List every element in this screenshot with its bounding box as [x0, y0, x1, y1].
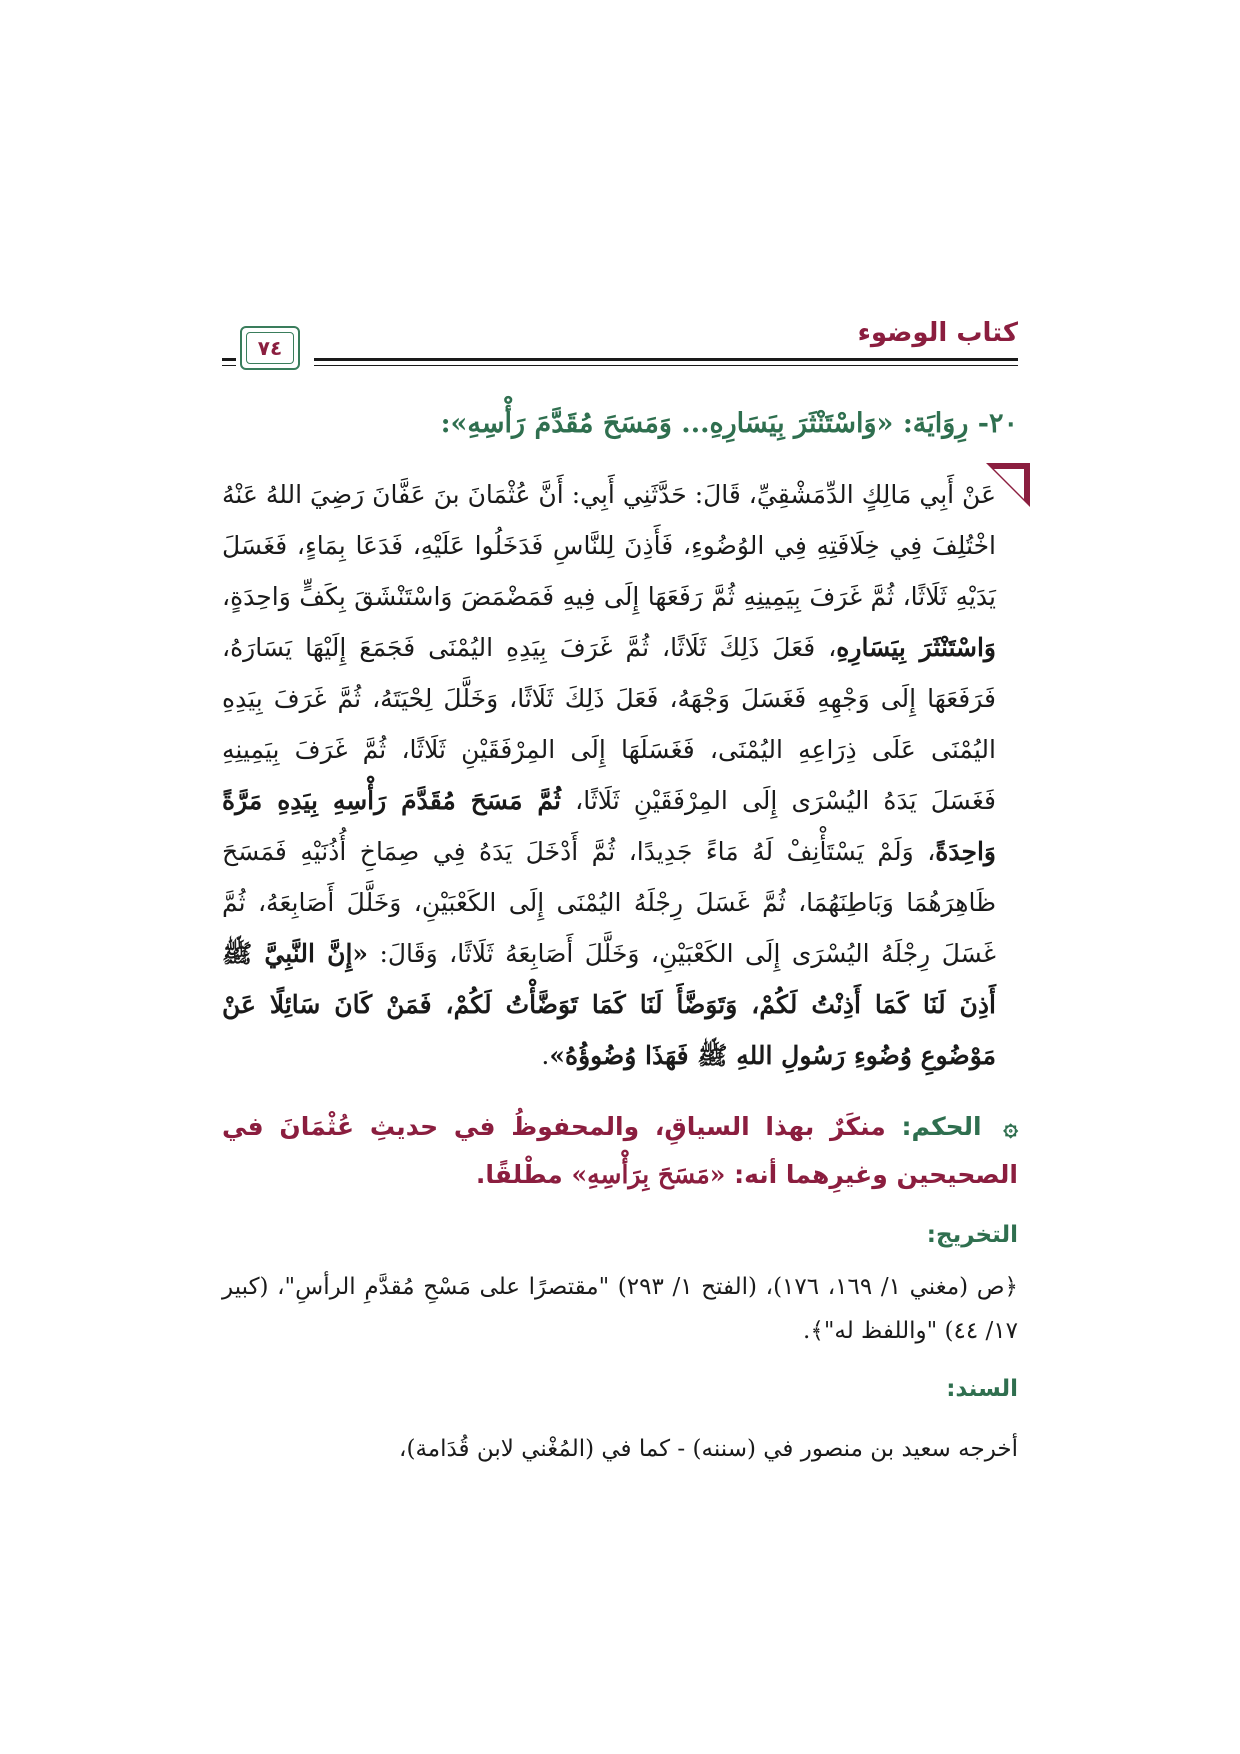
header-rule-thick	[314, 358, 1018, 361]
page-number: ٧٤	[246, 332, 294, 364]
hadith-part: عَنْ أَبِي مَالِكٍ الدِّمَشْقِيِّ، قَالَ: حَدَّثَنِي أَبِي: أَنَّ عُثْمَانَ بنَ عَفَّانَ رَضِيَ اللهُ عَنْهُ اخْتُلِفَ فِي خِلَافَتِهِ فِي الوُضُوءِ، فَأَذِنَ لِلنَّاسِ فَدَخَلُوا عَلَيْهِ، فَدَعَا بِمَاءٍ، فَغَسَلَ يَدَيْهِ ثَلَاثًا، ثُمَّ غَرَفَ بِيَمِينِهِ ثُمَّ رَفَعَهَا إِلَى فِيهِ فَمَضْمَضَ وَاسْتَنْشَقَ بِكَفٍّ وَاحِدَةٍ،	[222, 479, 996, 611]
hadith-part: ، وَلَمْ يَسْتَأْنِفْ لَهُ مَاءً جَدِيدًا، ثُمَّ أَدْخَلَ يَدَهُ فِي صِمَاخِ أُذُنَيْهِ فَمَسَحَ ظَاهِرَهُمَا وَبَاطِنَهُمَا، ثُمَّ غَسَلَ رِجْلَهُ اليُمْنَى إِلَى الكَعْبَيْنِ، وَخَلَّلَ أَصَابِعَهُ، ثُمَّ غَسَلَ رِجْلَهُ اليُسْرَى إِلَى الكَعْبَيْنِ، وَخَلَّلَ أَصَابِعَهُ ثَلَاثًا، وَقَالَ:	[222, 836, 996, 968]
hadith-emphasis: «إِنَّ النَّبِيَّ ﷺ أَذِنَ لَنَا كَمَا أَذِنْتُ لَكُمْ، وَتَوَضَّأَ لَنَا كَمَا تَوَضَّأْتُ لَكُمْ، فَمَنْ كَانَ سَائِلًا عَنْ مَوْضُوعِ وُضُوءِ رَسُولِ اللهِ ﷺ فَهَذَا وُضُوؤُهُ»	[222, 938, 996, 1070]
hadith-emphasis: وَاسْتَنْثَرَ بِيَسَارِهِ	[836, 632, 997, 662]
narration-title: ٢٠- رِوَايَة: «وَاسْتَنْثَرَ بِيَسَارِهِ... وَمَسَحَ مُقَدَّمَ رَأْسِهِ»:	[440, 408, 1018, 439]
header-rule-left-thin	[222, 365, 236, 366]
page-content	[222, 405, 1018, 1494]
header-rule-thin	[314, 365, 1018, 366]
hadith-part: ، فَعَلَ ذَلِكَ ثَلَاثًا، ثُمَّ غَرَفَ بِيَدِهِ اليُمْنَى فَجَمَعَ إِلَيْهَا يَسَارَهُ، فَرَفَعَهَا إِلَى وَجْهِهِ فَغَسَلَ وَجْهَهُ، فَعَلَ ذَلِكَ ثَلَاثًا، وَخَلَّلَ لِحْيَتَهُ، ثُمَّ غَرَفَ بِيَدِهِ اليُمْنَى عَلَى ذِرَاعِهِ اليُمْنَى، فَغَسَلَهَا إِلَى المِرْفَقَيْنِ ثَلَاثًا، ثُمَّ غَرَفَ بِيَمِينِهِ فَغَسَلَ يَدَهُ اليُسْرَى إِلَى المِرْفَقَيْنِ ثَلَاثًا،	[222, 632, 996, 815]
ruling-block	[222, 1103, 1018, 1199]
hadith-text	[222, 469, 996, 1081]
ruling-text: منكَرٌ بهذا السياقِ، والمحفوظُ في حديثِ عُثْمَانَ في الصحيحين وغيرِهما أنه:	[222, 1111, 1018, 1189]
ruling-quote: «مَسَحَ بِرَأْسِهِ»	[571, 1159, 726, 1189]
page-header	[222, 318, 1018, 390]
sanad-heading: السند:	[946, 1375, 1018, 1402]
sanad-text: أخرجه سعيد بن منصور في (سننه) - كما في (المُغْني لابن قُدَامة)،	[399, 1435, 1018, 1462]
flower-ornament-icon: ۞	[1003, 1111, 1018, 1141]
hadith-end: .	[541, 1040, 550, 1070]
page-number-frame	[240, 326, 300, 370]
hadith-emphasis: ثُمَّ مَسَحَ مُقَدَّمَ رَأْسِهِ بِيَدِهِ مَرَّةً وَاحِدَةً	[222, 785, 996, 866]
takhrij-heading: التخريج:	[926, 1221, 1018, 1248]
ruling-text-end: مطْلقًا.	[475, 1159, 563, 1189]
hadith-block	[222, 469, 1018, 1081]
book-title: كتاب الوضوء	[857, 318, 1018, 348]
header-rule-left-thick	[222, 358, 236, 361]
ruling-label: الحكم:	[901, 1111, 982, 1141]
takhrij-text: ﴿ص (مغني ١/ ١٦٩، ١٧٦)، (الفتح ١/ ٢٩٣) "مقتصرًا على مَسْحِ مُقدَّمِ الرأسِ"، (كبير ١٧/ ٤٤) "واللفظ له"﴾.	[222, 1273, 1019, 1344]
corner-ornament-inner	[994, 469, 1024, 499]
